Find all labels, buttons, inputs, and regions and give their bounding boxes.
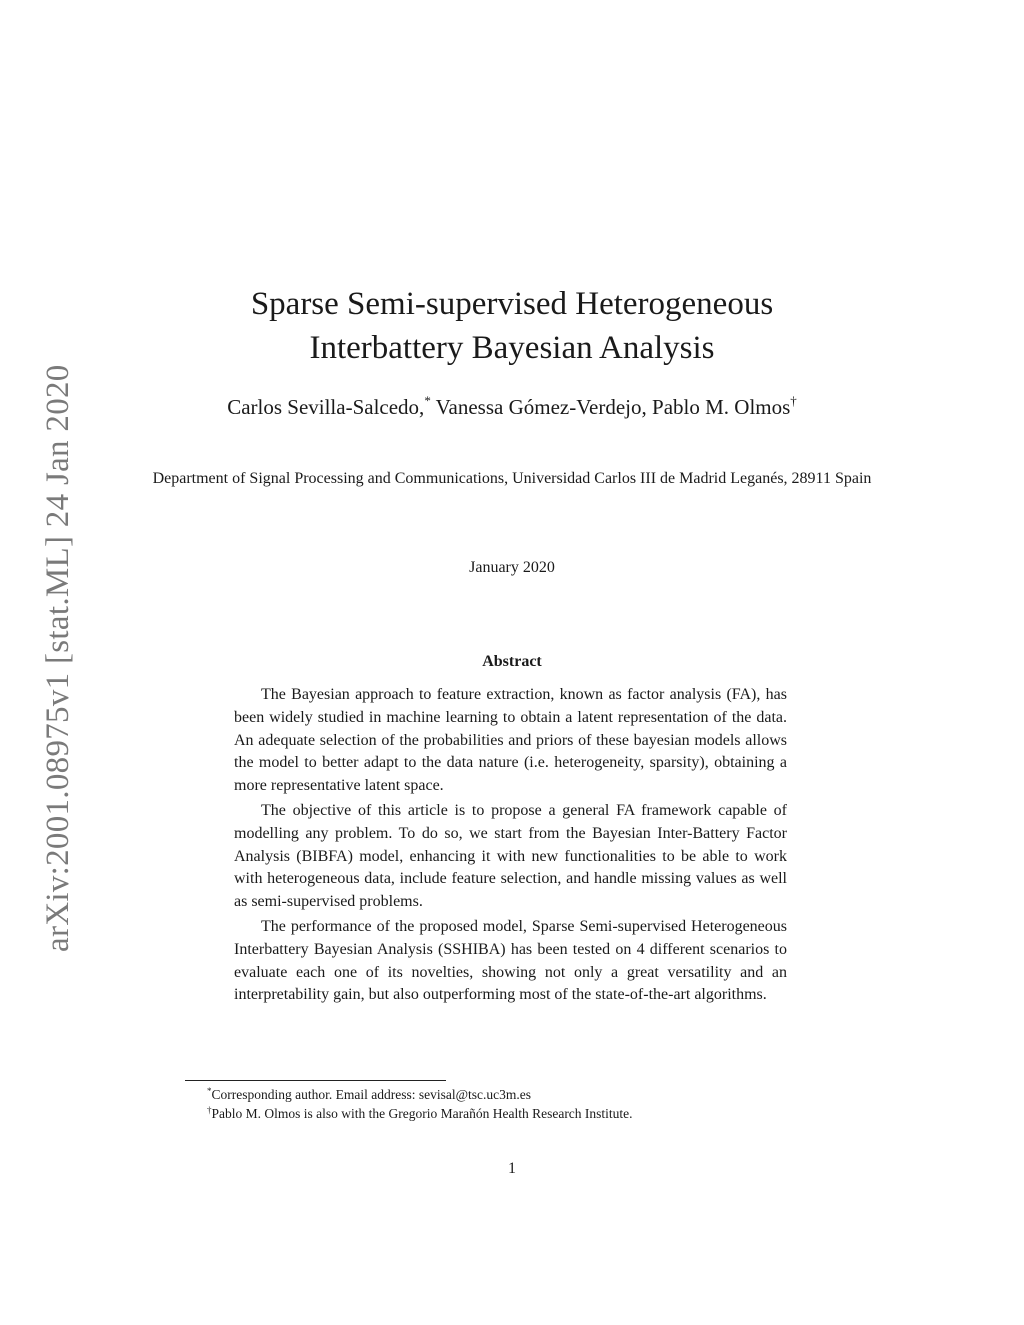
corresponding-author-mark: * xyxy=(424,393,431,408)
author-footnote-mark: † xyxy=(790,393,797,408)
footnote-text: Corresponding author. Email address: sevisal@tsc.uc3m.es xyxy=(211,1087,531,1102)
author-list xyxy=(200,392,824,423)
abstract-paragraph: The objective of this article is to propose a general FA framework capable of modelling any problem. To do so, we start from the Bayesian Inter-Battery Factor Analysis (BIBFA) model, enhancing it with new functionalities to be able to work with heterogeneous data, include feature selection, and handle missing values as well as semi-supervised problems. xyxy=(234,801,787,911)
arxiv-identifier-stamp: arXiv:2001.08975v1 [stat.ML] 24 Jan 2020 xyxy=(40,364,76,952)
footnote-item xyxy=(185,1085,825,1104)
title-line-1: Sparse Semi-supervised Heterogeneous xyxy=(250,286,774,322)
footnote-mark: † xyxy=(207,1105,212,1115)
affiliation: Department of Signal Processing and Communications, Universidad Carlos III de Madrid Leganés, 28911 Spain xyxy=(152,470,872,487)
abstract-paragraph: The performance of the proposed model, Sparse Semi-supervised Heterogeneous Interbattery Bayesian Analysis (SSHIBA) has been tested on 4 different scenarios to evaluate each one of its novelties, showing not only a great versatility and an interpretability gain, but also outperforming most of the state-of-the-art algorithms. xyxy=(234,917,787,1004)
footnote-mark: * xyxy=(207,1086,212,1096)
footnote-divider xyxy=(185,1080,446,1081)
author-2-3: Vanessa Gómez-Verdejo, Pablo M. Olmos xyxy=(430,395,791,419)
paper-title xyxy=(0,282,1024,370)
abstract-body xyxy=(234,684,787,1009)
footnotes xyxy=(185,1085,825,1123)
abstract-heading: Abstract xyxy=(482,653,542,670)
author-1: Carlos Sevilla-Salcedo, xyxy=(227,395,425,419)
abstract-paragraph: The Bayesian approach to feature extraction, known as factor analysis (FA), has been widely studied in machine learning to obtain a latent representation of the data. An adequate selection of the probabilities and priors of these bayesian models allows the model to better adapt to the data nature (i.e. heterogeneity, sparsity), obtaining a more representative latent space. xyxy=(234,686,787,795)
title-line-2: Interbattery Bayesian Analysis xyxy=(309,330,715,366)
footnote-item xyxy=(185,1104,825,1123)
publication-date: January 2020 xyxy=(469,559,555,576)
page-number: 1 xyxy=(508,1160,516,1177)
footnote-text: Pablo M. Olmos is also with the Gregorio Marañón Health Research Institute. xyxy=(211,1106,633,1121)
